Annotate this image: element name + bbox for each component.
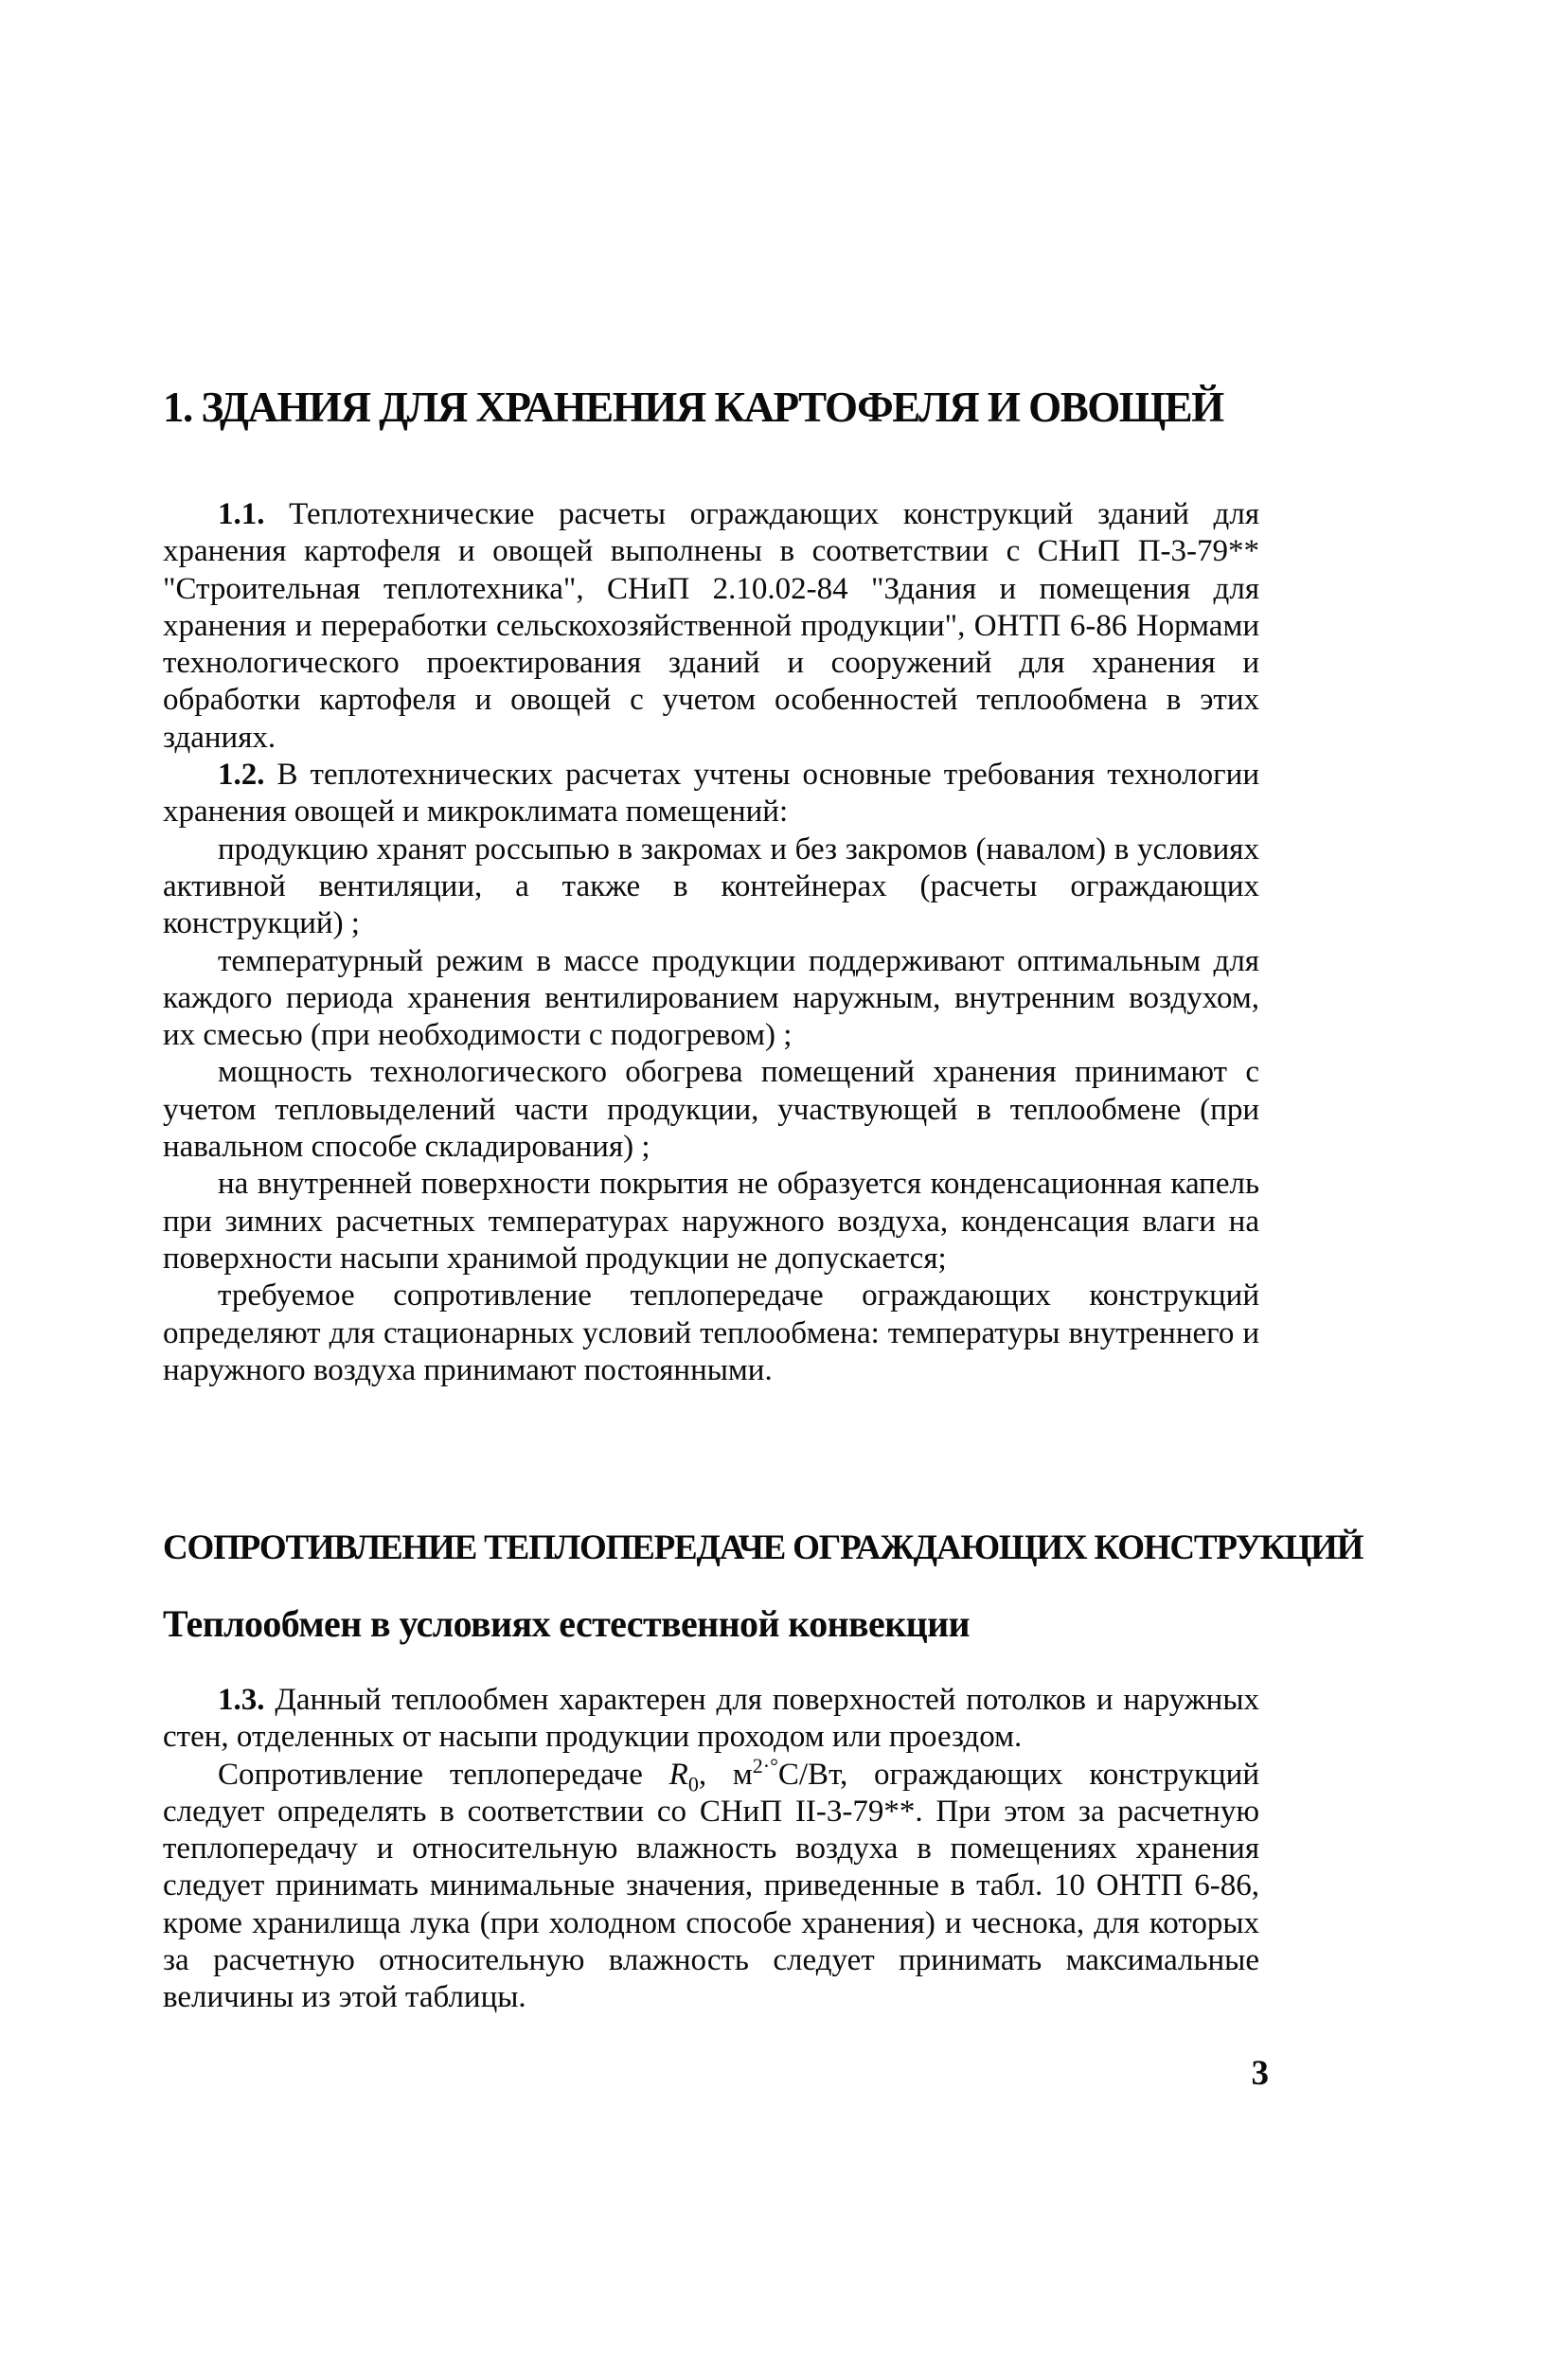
text-fragment: Сопротивление теплопередаче	[218, 1757, 669, 1792]
page-number: 3	[1251, 2054, 1269, 2093]
list-item: требуемое сопротивление теплопередаче ограждающих конструкций определяют для стационарных условий теплообмена: температуры внутреннего и наружного воздуха принимают постоянными.	[163, 1278, 1259, 1387]
list-item: мощность технологического обогрева помещений хранения принимают с учетом тепловыделений части продукции, участвующей в теплообмене (при навальном способе складирования) ;	[163, 1055, 1259, 1165]
text-fragment: , м	[698, 1757, 753, 1792]
unit-superscript: 2·°	[752, 1753, 778, 1777]
symbol-subscript: 0	[687, 1772, 699, 1796]
list-item: температурный режим в массе продукции поддерживают оптимальным для каждого периода хранения вентилированием наружным, внутренним воздухом, их смесью (при необходимости с подогревом) ;	[163, 943, 1259, 1053]
paragraph-1-3	[163, 1682, 1259, 1757]
paragraph-resistance	[163, 1753, 1260, 2017]
list-item: продукцию хранят россыпью в закромах и без закромов (навалом) в условиях активной вентиляции, а также в контейнерах (расчеты ограждающих конструкций) ;	[163, 831, 1259, 941]
section-2-body	[163, 1682, 1259, 2017]
paragraph-number: 1.2.	[218, 758, 265, 793]
text-fragment: С/Вт, ограждающих конструкций следует определять в соответствии со СНиП II-3-79**. При этом за расчетную теплопередачу и относительную влажность воздуха в помещениях хранения следует принимать минимальные значения, приведенные в табл. 10 ОНТП 6-86, кроме хранилища лука (при холодном способе хранения) и чеснока, для которых за расчетную относительную влажность следует принимать максимальные величины из этой таблицы.	[163, 1757, 1260, 2015]
section-1-body	[163, 496, 1259, 1389]
paragraph-number: 1.1.	[218, 497, 265, 531]
section-heading: СОПРОТИВЛЕНИЕ ТЕПЛОПЕРЕДАЧЕ ОГРАЖДАЮЩИХ КОНСТРУКЦИЙ	[163, 1528, 1363, 1567]
paragraph-text: Теплотехнические расчеты ограждающих конструкций зданий для хранения картофеля и овощей выполнены в соответствии с СНиП П-3-79** "Строительная теплотехника", СНиП 2.10.02-84 "Здания и помещения для хранения и переработки сельскохозяйственной продукции", ОНТП 6-86 Нормами технологического проектирования зданий и сооружений для хранения и обработки картофеля и овощей с учетом особенностей теплообмена в этих зданиях.	[163, 497, 1259, 755]
paragraph-text: Данный теплообмен характерен для поверхностей потолков и наружных стен, отделенных от насыпи продукции проходом или проездом.	[163, 1683, 1259, 1755]
subsection-heading: Теплообмен в условиях естественной конвекции	[163, 1602, 970, 1645]
paragraph-1-2	[163, 757, 1259, 831]
chapter-heading: 1. ЗДАНИЯ ДЛЯ ХРАНЕНИЯ КАРТОФЕЛЯ И ОВОЩЕЙ	[163, 384, 1223, 431]
paragraph-1-1	[163, 496, 1259, 757]
paragraph-number: 1.3.	[218, 1683, 265, 1717]
symbol-r: R	[668, 1757, 688, 1792]
paragraph-text: В теплотехнических расчетах учтены основные требования технологии хранения овощей и микроклимата помещений:	[163, 758, 1259, 830]
list-item: на внутренней поверхности покрытия не образуется конденсационная капель при зимних расчетных температурах наружного воздуха, конденсация влаги на поверхности насыпи хранимой продукции не допускается;	[163, 1167, 1259, 1276]
